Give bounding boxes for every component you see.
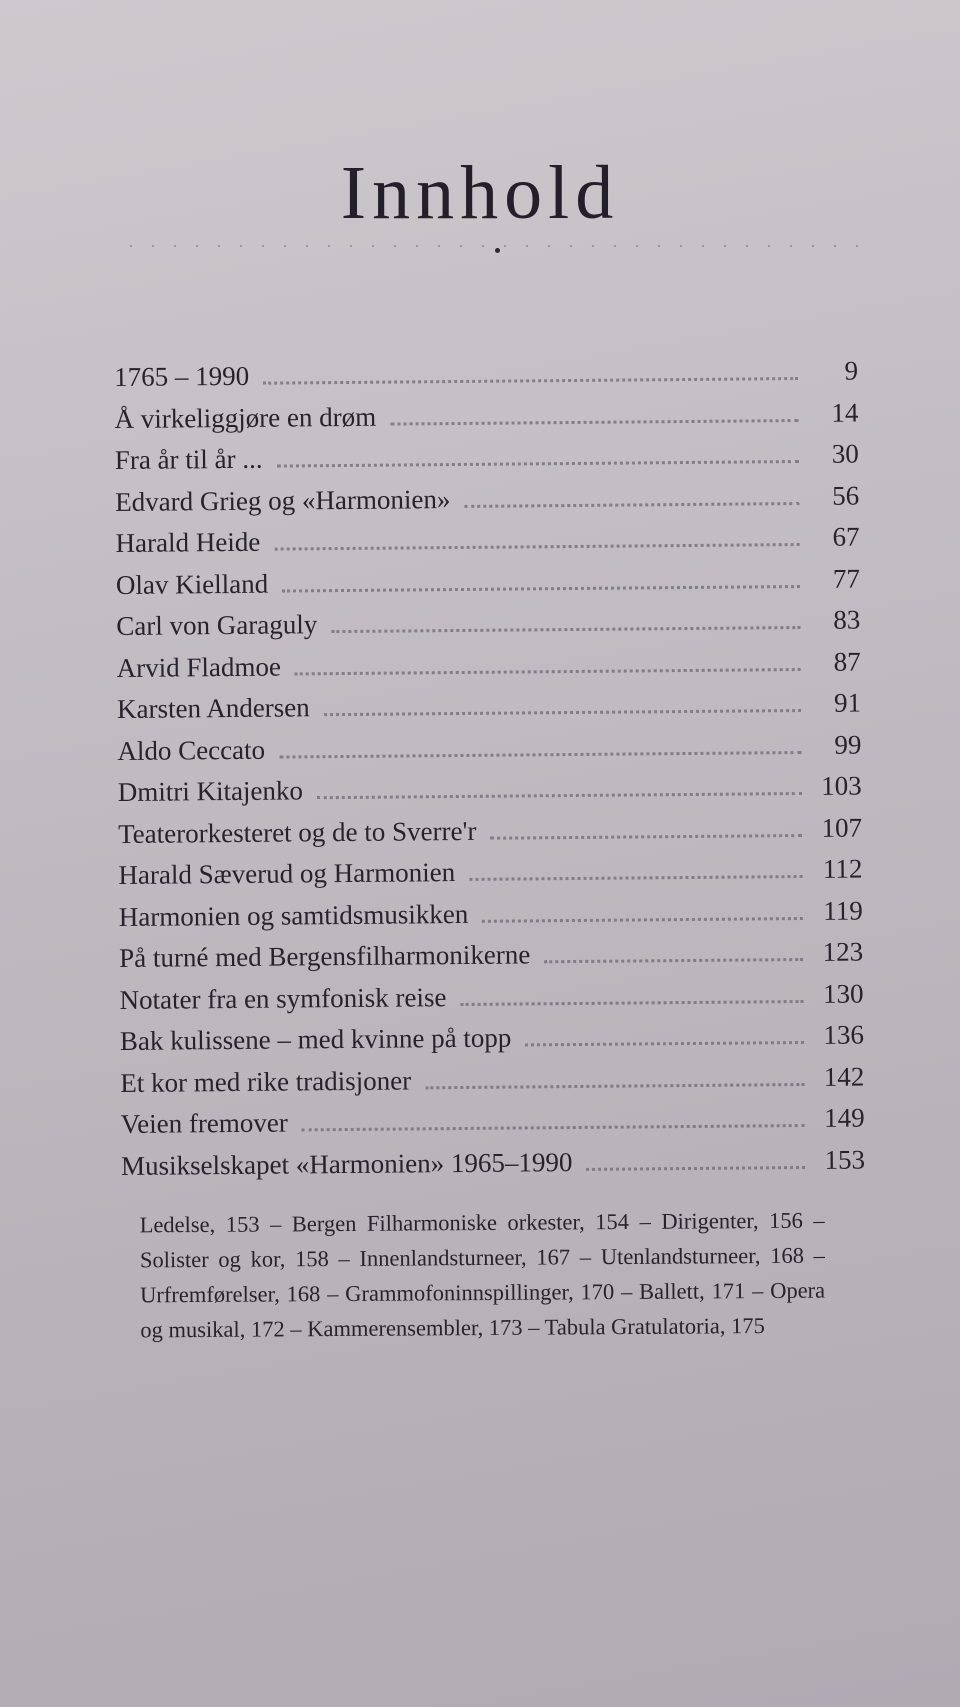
toc-entry: [121, 1144, 865, 1192]
toc-entry-page: 99: [834, 728, 862, 760]
toc-entry-page: 130: [822, 977, 864, 1009]
toc-entry-title: Olav Kielland: [115, 568, 269, 600]
ornament-center-dot: [495, 248, 500, 253]
toc-entry-page: 91: [833, 687, 862, 718]
toc-entry-page: 142: [823, 1060, 865, 1092]
dot-leader: [490, 834, 802, 840]
toc-entry: [119, 895, 863, 943]
toc-entry-title: Bak kulissene – med kvinne på topp: [119, 1022, 512, 1056]
toc-entry-page: 119: [823, 894, 863, 926]
toc-entry-page: 87: [833, 645, 861, 677]
dot-leader: [282, 585, 800, 593]
dot-leader: [482, 917, 803, 923]
dot-leader: [460, 1000, 803, 1006]
table-of-contents: [114, 356, 865, 1192]
dot-leader: [390, 419, 798, 426]
dot-leader: [586, 1166, 805, 1171]
dot-leader: [302, 1124, 805, 1131]
toc-entry-title: Veien fremover: [120, 1107, 288, 1139]
toc-entry-title: Musikselskapet «Harmonien» 1965–1990: [120, 1146, 573, 1181]
toc-entry-page: 103: [821, 770, 862, 801]
toc-entry-title: På turné med Bergensfilharmonikerne: [119, 939, 531, 973]
dot-leader: [525, 1041, 804, 1046]
toc-entry-title: Et kor med rike tradisjoner: [120, 1064, 412, 1098]
dot-leader: [317, 792, 802, 799]
toc-entry: [117, 729, 861, 777]
dot-leader: [544, 958, 803, 963]
toc-entry-title: Harmonien og samtidsmusikken: [118, 898, 469, 932]
dot-leader: [464, 502, 799, 508]
dot-leader: [277, 460, 799, 468]
toc-entry: [114, 397, 858, 445]
page-title: Innhold: [340, 151, 620, 235]
toc-entry: [120, 1061, 864, 1109]
toc-entry: [115, 480, 859, 528]
toc-entry: [118, 853, 862, 901]
dot-leader: [425, 1083, 804, 1089]
toc-entry: [116, 604, 860, 652]
toc-entry-title: Dmitri Kitajenko: [117, 775, 304, 807]
toc-entry-title: Notater fra en symfonisk reise: [119, 981, 447, 1015]
toc-entry: [119, 978, 863, 1026]
ornament-divider: [120, 244, 860, 248]
toc-entry-page: 112: [822, 853, 863, 884]
toc-entry-page: 149: [823, 1102, 865, 1133]
toc-entry: [121, 1102, 865, 1150]
toc-entry-page: 153: [824, 1143, 866, 1175]
toc-entry-page: 14: [831, 397, 859, 428]
toc-entry-page: 56: [832, 480, 860, 511]
toc-entry: [116, 563, 860, 611]
toc-entry-page: 30: [831, 438, 859, 469]
toc-entry-page: 67: [832, 521, 860, 552]
toc-entry-title: Carl von Garaguly: [116, 609, 318, 641]
toc-subentries: Ledelse, 153 – Bergen Filharmoniske orkester, 154 – Dirigenter, 156 – Solister og kor, 158 – Innenlandsturneer, 167 – Utenlandsturneer, 168 – Urfremførelser, 168 – Grammofoninnspillinger, 170 – Ballett, 171 – Opera og musikal, 172 – Kammerensembler, 173 – Tabula Gratulatoria, 175: [139, 1207, 826, 1343]
dot-leader: [469, 875, 802, 881]
toc-entry: [114, 356, 858, 404]
toc-entry: [120, 1019, 864, 1067]
toc-entry-page: 77: [832, 562, 861, 594]
toc-entry-title: Harald Heide: [115, 526, 261, 558]
toc-entry-title: Harald Sæverud og Harmonien: [118, 857, 456, 890]
toc-entry-page: 9: [844, 355, 859, 386]
dot-leader: [263, 377, 798, 385]
toc-entry: [115, 522, 859, 570]
toc-entry-title: Karsten Andersen: [116, 692, 310, 724]
toc-entry-title: Arvid Fladmoe: [116, 651, 282, 683]
toc-entry: [117, 687, 861, 735]
toc-entry: [115, 439, 859, 487]
toc-entry-page: 107: [821, 811, 863, 843]
toc-entry-title: Å virkeliggjøre en drøm: [114, 401, 377, 434]
toc-entry: [119, 936, 863, 984]
dot-leader: [295, 668, 801, 675]
toc-entry: [117, 646, 861, 694]
toc-entry-page: 136: [823, 1019, 865, 1050]
toc-entry-title: Teaterorkesteret og de to Sverre'r: [117, 815, 477, 849]
toc-entry: [118, 770, 862, 818]
dot-leader: [274, 543, 799, 551]
toc-entry-title: 1765 – 1990: [114, 360, 250, 392]
toc-entry-page: 123: [822, 936, 864, 967]
toc-entry-title: Edvard Grieg og «Harmonien»: [115, 483, 451, 517]
dot-leader: [331, 626, 800, 633]
toc-entry-title: Fra år til år ...: [114, 443, 263, 475]
toc-entry-page: 83: [833, 604, 861, 635]
toc-entry: [118, 812, 862, 860]
dot-leader: [279, 751, 801, 759]
toc-entry-title: Aldo Ceccato: [117, 734, 266, 766]
dot-leader: [324, 709, 801, 716]
